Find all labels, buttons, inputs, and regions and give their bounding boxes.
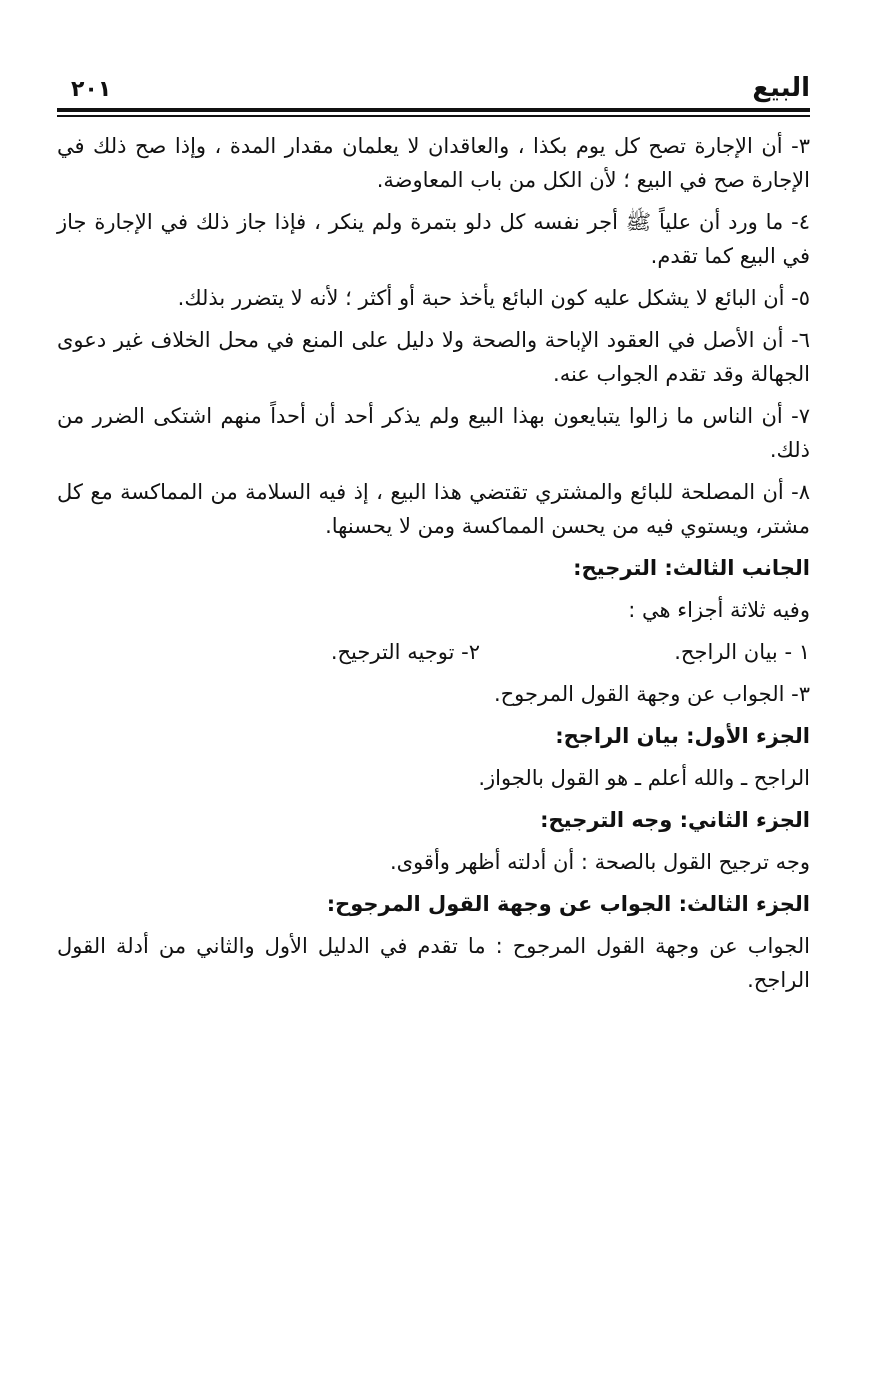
part3-text: الجواب عن وجهة القول المرجوح : ما تقدم في الدليل الأول والثاني من أدلة القول الراجح.: [57, 933, 810, 992]
evidence-paragraph-6: ٦- أن الأصل في العقود الإباحة والصحة ولا دليل على المنع في محل الخلاف غير دعوى الجهالة وقد تقدم الجواب عنه.: [57, 327, 810, 386]
part2-heading: الجزء الثاني: وجه الترجيح:: [540, 807, 810, 832]
evidence-paragraph-7: ٧- أن الناس ما زالوا يتبايعون بهذا البيع ولم يذكر أحد أن أحداً منهم اشتكى الضرر من ذلك.: [57, 403, 810, 462]
page-header: [57, 62, 810, 106]
section-heading-tarjih: الجانب الثالث: الترجيح:: [573, 555, 810, 580]
part2-text: وجه ترجيح القول بالصحة : أن أدلته أظهر وأقوى.: [389, 849, 810, 874]
part3-heading: الجزء الثالث: الجواب عن وجهة القول المرجوح:: [326, 891, 810, 916]
section-intro: وفيه ثلاثة أجزاء هي :: [628, 597, 810, 622]
header-rule-thick: [57, 108, 810, 112]
part1-text: الراجح ـ والله أعلم ـ هو القول بالجواز.: [478, 765, 810, 790]
evidence-paragraph-5: ٥- أن البائع لا يشكل عليه كون البائع يأخذ حبة أو أكثر ؛ لأنه لا يتضرر بذلك.: [177, 285, 810, 310]
section-item-3: ٣- الجواب عن وجهة القول المرجوح.: [493, 681, 810, 706]
section-items-row: [57, 635, 810, 669]
page-body: [57, 129, 810, 997]
page-number: ٢٠١: [71, 77, 112, 102]
section-item-1: ١ - بيان الراجح.: [674, 639, 810, 664]
book-page: [57, 62, 810, 1362]
part1-heading: الجزء الأول: بيان الراجح:: [555, 723, 810, 748]
evidence-paragraph-8: ٨- أن المصلحة للبائع والمشتري تقتضي هذا البيع ، إذ فيه السلامة من المماكسة مع كل مشتر، ويستوي فيه من يحسن المماكسة ومن لا يحسنها.: [57, 479, 810, 538]
header-rule-thin: [57, 115, 810, 117]
running-title: البيع: [752, 73, 810, 103]
section-item-2: ٢- توجيه الترجيح.: [330, 639, 480, 664]
evidence-paragraph-4: ٤- ما ورد أن علياً ﷺ أجر نفسه كل دلو بتمرة ولم ينكر ، فإذا جاز ذلك في الإجارة جاز في البيع كما تقدم.: [57, 209, 810, 268]
evidence-paragraph-3: ٣- أن الإجارة تصح كل يوم بكذا ، والعاقدان لا يعلمان مقدار المدة ، وإذا صح ذلك في الإجارة صح في البيع ؛ لأن الكل من باب المعاوضة.: [57, 133, 810, 192]
